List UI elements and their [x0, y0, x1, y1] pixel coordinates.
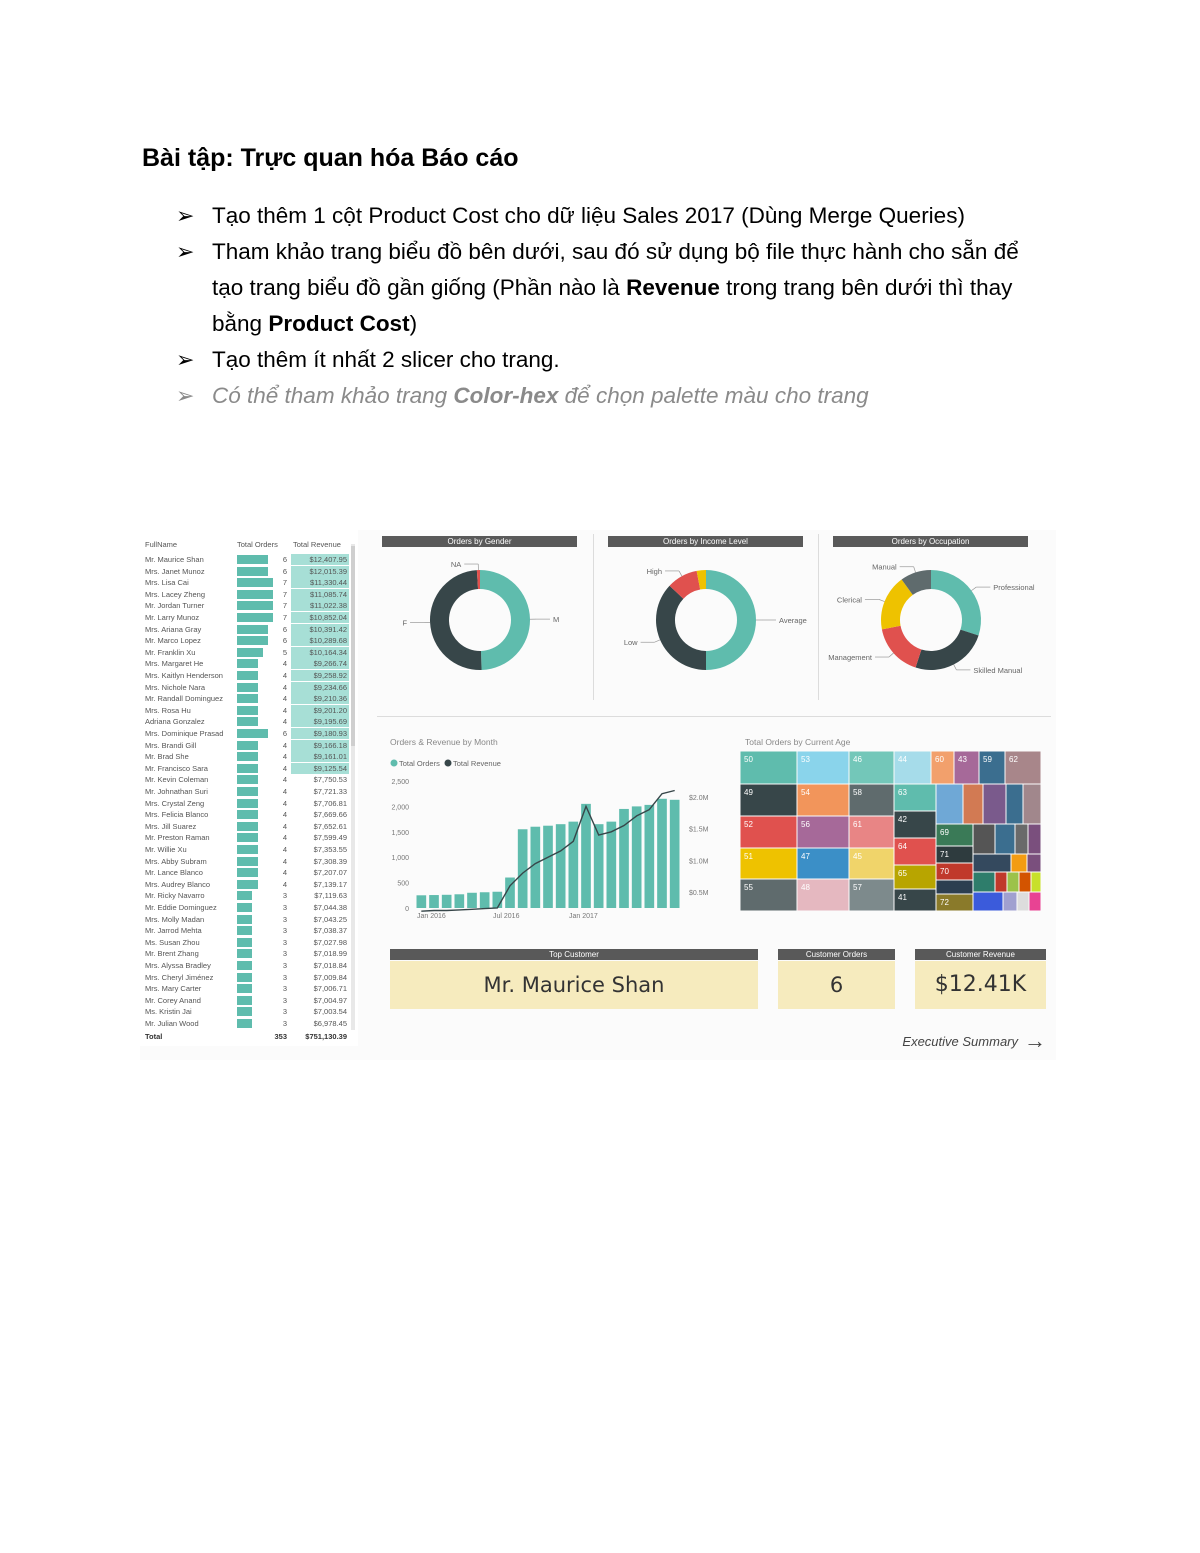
treemap-label: 44	[898, 755, 907, 764]
row-orders: 3	[282, 984, 287, 994]
row-name: Mrs. Kaitlyn Henderson	[145, 671, 223, 680]
row-revenue: $10,391.42	[291, 624, 349, 635]
row-name: Mrs. Felicia Blanco	[145, 810, 209, 820]
orders-bar[interactable]	[556, 824, 566, 908]
treemap-label: 52	[744, 820, 753, 829]
row-revenue: $11,022.38	[291, 600, 349, 611]
treemap-label: 63	[898, 788, 907, 797]
row-name: Mr. Willie Xu	[145, 845, 187, 854]
arrow-bullet-icon: ➢	[176, 383, 195, 408]
treemap-cell[interactable]	[996, 825, 1015, 854]
list-item	[176, 378, 1056, 414]
treemap-label: 41	[898, 893, 907, 902]
row-orders: 3	[282, 914, 287, 924]
slice-label: Clerical	[836, 595, 862, 605]
treemap-cell[interactable]	[1004, 893, 1017, 911]
slice-label: Average	[779, 616, 807, 625]
treemap-cell[interactable]	[964, 785, 983, 824]
orders-revenue-chart	[385, 735, 725, 935]
row-revenue: $6,978.45	[313, 1019, 347, 1028]
row-name: Mrs. Dominique Prasad	[145, 729, 224, 738]
row-revenue: $7,721.33	[313, 787, 347, 796]
row-name: Mr. Corey Anand	[145, 995, 201, 1005]
row-name: Mr. Preston Raman	[145, 833, 210, 843]
row-orders: 4	[282, 868, 287, 878]
bullet-text: để chọn palette màu cho trang	[558, 383, 869, 408]
row-orders: 5	[282, 647, 287, 657]
page-title: Bài tập: Trực quan hóa Báo cáo	[142, 144, 519, 172]
row-name: Mr. Julian Wood	[145, 1019, 199, 1028]
row-name: Mr. Francisco Sara	[145, 763, 208, 773]
row-name: Ms. Kristin Jai	[145, 1007, 192, 1017]
leader-line	[679, 571, 682, 576]
y-tick-label: 0	[405, 906, 409, 913]
treemap-label: 59	[983, 755, 992, 764]
instruction-list	[176, 198, 1056, 414]
row-name: Mr. Eddie Dominguez	[145, 903, 217, 912]
row-name: Mr. Kevin Coleman	[145, 775, 209, 785]
row-name: Mrs. Mary Carter	[145, 984, 202, 994]
slice-label: Manual	[872, 562, 897, 572]
row-revenue: $9,266.74	[291, 658, 349, 669]
row-name: Mr. Brent Zhang	[145, 949, 199, 959]
treemap-label: 56	[801, 820, 810, 829]
row-name: Mrs. Margaret He	[145, 659, 204, 669]
legend-revenue-swatch	[445, 760, 452, 767]
treemap-cell[interactable]	[1020, 873, 1031, 892]
bold-term: Revenue	[626, 275, 720, 300]
row-orders: 3	[282, 961, 287, 970]
treemap-cell[interactable]	[1016, 825, 1028, 854]
row-orders: 6	[282, 636, 287, 646]
legend-orders-swatch	[391, 760, 398, 767]
treemap-label: 47	[801, 852, 810, 861]
row-orders: 6	[282, 729, 287, 738]
top-customer-value: Mr. Maurice Shan	[390, 961, 758, 1009]
leader-line	[971, 587, 976, 591]
col-header-fullname[interactable]: FullName	[145, 540, 178, 549]
y2-tick-label: $1.5M	[689, 826, 709, 834]
treemap-label: 65	[898, 869, 907, 878]
slice-label: Skilled Manual	[973, 665, 1023, 675]
row-name: Mrs. Alyssa Bradley	[145, 961, 211, 970]
row-revenue: $7,018.99	[313, 949, 347, 959]
row-orders: 4	[282, 740, 287, 750]
row-revenue: $7,119.63	[314, 891, 347, 901]
slice-label: NA	[450, 560, 462, 570]
row-orders: 3	[282, 926, 287, 936]
row-orders: 4	[282, 705, 287, 715]
row-revenue: $9,161.01	[291, 751, 349, 762]
dashboard-image	[140, 530, 1056, 1060]
row-orders: 3	[282, 903, 287, 912]
slice-label: High	[646, 566, 663, 576]
row-orders: 3	[282, 1007, 287, 1017]
arrow-bullet-icon: ➢	[176, 239, 195, 264]
row-revenue: $7,652.61	[313, 821, 347, 831]
row-revenue: $7,003.54	[313, 1007, 347, 1017]
legend-orders-label[interactable]: Total Orders	[399, 759, 440, 768]
y2-tick-label: $1.0M	[689, 858, 709, 866]
row-revenue: $7,750.53	[313, 775, 347, 785]
treemap-label: 45	[853, 852, 862, 861]
top-customer-title: Top Customer	[390, 949, 758, 960]
orders-bar[interactable]	[543, 826, 553, 908]
row-orders: 4	[282, 810, 287, 820]
row-orders: 3	[282, 1019, 287, 1028]
row-name: Mr. Maurice Shan	[145, 555, 204, 564]
treemap-cell[interactable]	[984, 785, 1006, 824]
row-orders: 7	[282, 589, 287, 599]
donut-slice[interactable]	[706, 570, 756, 670]
row-name: Mr. Franklin Xu	[145, 647, 196, 657]
orders-bar[interactable]	[645, 805, 655, 908]
y-tick-label: 2,500	[391, 779, 409, 786]
donut-slice[interactable]	[882, 626, 922, 668]
row-revenue: $10,852.04	[291, 612, 349, 623]
slice-label: Management	[828, 653, 872, 663]
row-revenue: $11,085.74	[291, 589, 349, 600]
occupation-panel-title: Orders by Occupation	[833, 536, 1028, 547]
row-orders: 4	[282, 833, 287, 843]
treemap-label: 49	[744, 788, 753, 797]
row-revenue: $9,195.69	[291, 716, 349, 727]
orders-bar[interactable]	[607, 822, 617, 908]
row-orders: 7	[282, 613, 287, 622]
row-orders: 4	[282, 787, 287, 796]
legend-revenue-label[interactable]: Total Revenue	[453, 759, 501, 768]
slice-label: Low	[623, 638, 638, 648]
row-name: Mrs. Rosa Hu	[145, 705, 191, 715]
row-revenue: $9,210.36	[291, 693, 349, 704]
customer-revenue-title: Customer Revenue	[915, 949, 1046, 960]
x-tick-label: Jul 2016	[493, 913, 520, 920]
row-name: Mrs. Lacey Zheng	[145, 589, 206, 599]
list-item	[176, 342, 1056, 378]
bullet-text: Tạo thêm 1 cột Product Cost cho dữ liệu Sales 2017 (Dùng Merge Queries)	[212, 203, 965, 228]
row-name: Mr. Jarrod Mehta	[145, 926, 202, 936]
treemap-label: 64	[898, 842, 907, 851]
slice-label: Professional	[993, 583, 1035, 593]
bold-term: Product Cost	[268, 311, 410, 336]
total-label: Total	[145, 1032, 163, 1041]
x-tick-label: Jan 2017	[569, 913, 598, 920]
bullet-text: trong trang bên dưới thì thay bằng	[212, 275, 1013, 336]
total-orders: 353	[274, 1032, 287, 1041]
row-orders: 4	[282, 694, 287, 704]
row-orders: 4	[282, 763, 287, 773]
row-name: Mrs. Nichole Nara	[145, 682, 206, 692]
row-revenue: $7,044.38	[313, 903, 347, 912]
row-revenue: $7,207.07	[313, 868, 347, 878]
row-name: Mrs. Brandi Gill	[145, 740, 197, 750]
treemap-label: 46	[853, 755, 862, 764]
row-orders: 4	[282, 798, 287, 808]
treemap-label: 71	[940, 850, 949, 859]
gender-panel-title: Orders by Gender	[382, 536, 577, 547]
row-orders: 3	[282, 937, 287, 947]
row-orders: 6	[282, 566, 287, 576]
treemap-title: Total Orders by Current Age	[745, 737, 851, 747]
orders-bar[interactable]	[670, 800, 680, 908]
row-revenue: $7,006.71	[313, 984, 347, 994]
treemap-cell[interactable]	[974, 855, 1011, 872]
row-revenue: $7,018.84	[313, 961, 347, 970]
donut-slice[interactable]	[656, 586, 706, 670]
y2-tick-label: $0.5M	[689, 890, 709, 898]
row-orders: 3	[282, 995, 287, 1005]
treemap-label: 57	[853, 883, 862, 892]
row-name: Mr. Ricky Navarro	[145, 891, 205, 901]
row-name: Mr. Brad She	[145, 752, 189, 762]
treemap-label: 69	[940, 828, 949, 837]
row-name: Mr. Johnathan Suri	[145, 787, 208, 796]
income-panel-title: Orders by Income Level	[608, 536, 803, 547]
row-orders: 4	[282, 845, 287, 854]
row-orders: 4	[282, 659, 287, 669]
orders-bar[interactable]	[518, 829, 528, 908]
orders-bar[interactable]	[480, 892, 490, 908]
row-name: Mrs. Jill Suarez	[145, 821, 197, 831]
bullet-text: Tham khảo trang biểu đồ bên dưới, sau đó sử dụng bộ file thực hành cho sẵn để tạo trang biểu đồ gần giống (Phần nào là	[212, 239, 1019, 300]
treemap-label: 42	[898, 815, 907, 824]
orders-bar[interactable]	[569, 822, 579, 908]
row-orders: 3	[282, 972, 287, 982]
row-name: Mrs. Crystal Zeng	[145, 798, 205, 808]
treemap-cell[interactable]	[1032, 873, 1041, 892]
treemap-label: 72	[940, 898, 949, 907]
slice-label: F	[402, 618, 408, 628]
treemap-cell[interactable]	[996, 873, 1007, 892]
bullet-text: Có thể tham khảo trang	[212, 383, 454, 408]
y2-tick-label: $2.0M	[689, 794, 709, 802]
row-revenue: $7,004.97	[313, 995, 347, 1005]
row-revenue: $9,125.54	[291, 763, 349, 774]
treemap-cell[interactable]	[1030, 893, 1041, 911]
row-revenue: $10,164.34	[291, 647, 349, 658]
row-orders: 3	[282, 949, 287, 959]
row-revenue: $7,027.98	[313, 937, 347, 947]
row-name: Mrs. Lisa Cai	[145, 578, 189, 588]
row-orders: 4	[282, 671, 287, 680]
orders-bar[interactable]	[594, 824, 604, 908]
row-revenue: $11,330.44	[291, 577, 349, 588]
customer-orders-title: Customer Orders	[778, 949, 895, 960]
row-name: Mrs. Ariana Gray	[145, 624, 202, 634]
leader-line	[954, 665, 957, 670]
y-tick-label: 500	[397, 880, 409, 888]
row-revenue: $7,308.39	[313, 856, 347, 866]
treemap-cell[interactable]	[1029, 825, 1041, 854]
leader-line	[914, 567, 916, 573]
row-name: Adriana Gonzalez	[145, 717, 205, 727]
arrow-bullet-icon: ➢	[176, 203, 195, 228]
row-orders: 6	[282, 624, 287, 634]
donut-slice[interactable]	[430, 570, 482, 670]
row-revenue: $10,289.68	[291, 635, 349, 646]
treemap-cell[interactable]	[1012, 855, 1027, 872]
row-name: Mr. Jordan Turner	[145, 601, 205, 611]
row-orders: 4	[282, 682, 287, 692]
orders-bar[interactable]	[531, 827, 541, 908]
y-tick-label: 2,000	[391, 804, 409, 812]
executive-summary-link[interactable]	[902, 1028, 1046, 1054]
donut-slice[interactable]	[931, 570, 981, 635]
row-orders: 4	[282, 856, 287, 866]
row-revenue: $7,043.25	[313, 914, 347, 924]
slice-label: M	[552, 615, 560, 625]
orders-bar[interactable]	[581, 804, 591, 908]
treemap-label: 48	[801, 883, 810, 892]
row-name: Mr. Lance Blanco	[145, 868, 203, 878]
treemap-cell[interactable]	[1008, 873, 1019, 892]
row-revenue: $7,669.66	[313, 810, 347, 820]
row-name: Mrs. Janet Munoz	[145, 566, 205, 576]
treemap-label: 51	[744, 852, 753, 861]
treemap-label: 54	[801, 788, 810, 797]
y-tick-label: 1,000	[391, 855, 409, 863]
donut-slice[interactable]	[916, 630, 979, 670]
row-orders: 4	[282, 775, 287, 785]
row-revenue: $9,180.93	[291, 728, 349, 739]
row-revenue: $12,407.95	[291, 554, 349, 565]
row-revenue: $12,015.39	[291, 566, 349, 577]
customer-orders-value: 6	[778, 961, 895, 1009]
total-revenue: $751,130.39	[305, 1032, 347, 1041]
row-revenue: $7,353.55	[313, 845, 347, 854]
row-name: Mr. Randall Dominguez	[145, 694, 223, 704]
orders-bar[interactable]	[429, 895, 439, 908]
treemap-cell[interactable]	[1028, 855, 1041, 872]
leader-line	[879, 599, 885, 601]
treemap-label: 62	[1009, 755, 1018, 764]
arrow-right-icon: →	[1024, 1028, 1046, 1053]
treemap-label: 60	[935, 755, 944, 764]
y-tick-label: 1,500	[391, 829, 409, 837]
customer-revenue-value: $12.41K	[915, 961, 1046, 1009]
list-item	[176, 234, 1056, 342]
row-orders: 4	[282, 717, 287, 727]
orders-bar[interactable]	[493, 892, 503, 908]
col-header-total-orders[interactable]: Total Orders	[237, 540, 278, 549]
age-treemap	[740, 735, 1050, 917]
treemap-label: 53	[801, 755, 810, 764]
row-name: Ms. Susan Zhou	[145, 937, 200, 947]
orders-bar[interactable]	[442, 895, 452, 908]
orders-bar[interactable]	[455, 894, 465, 908]
treemap-label: 55	[744, 883, 753, 892]
row-revenue: $7,009.84	[313, 972, 347, 982]
treemap-cell[interactable]	[937, 785, 963, 824]
treemap-cell[interactable]	[974, 825, 995, 854]
row-orders: 7	[282, 578, 287, 588]
donut-slice[interactable]	[480, 570, 530, 670]
bullet-text: )	[409, 311, 418, 336]
row-revenue: $9,166.18	[291, 740, 349, 751]
row-revenue: $7,038.37	[313, 926, 347, 936]
x-tick-label: Jan 2016	[417, 913, 446, 920]
treemap-cell[interactable]	[974, 873, 995, 892]
leader-line	[655, 640, 661, 642]
orders-bar[interactable]	[632, 806, 642, 908]
treemap-label: 58	[853, 788, 862, 797]
orders-bar[interactable]	[417, 895, 427, 908]
bullet-text: Tạo thêm ít nhất 2 slicer cho trang.	[212, 347, 560, 372]
bold-term: Color-hex	[453, 383, 559, 408]
row-name: Mr. Marco Lopez	[145, 636, 201, 646]
orders-bar[interactable]	[467, 893, 477, 908]
row-orders: 4	[282, 821, 287, 831]
row-revenue: $7,599.49	[313, 833, 347, 843]
row-orders: 4	[282, 879, 287, 889]
treemap-label: 70	[940, 867, 949, 876]
row-orders: 3	[282, 891, 287, 901]
row-orders: 6	[282, 555, 287, 564]
row-revenue: $7,139.17	[313, 879, 347, 889]
treemap-label: 61	[853, 820, 862, 829]
row-orders: 7	[282, 601, 287, 611]
row-name: Mrs. Audrey Blanco	[145, 879, 211, 889]
leader-line	[889, 653, 894, 657]
chart-title: Orders & Revenue by Month	[390, 737, 498, 747]
treemap-label: 43	[958, 755, 967, 764]
row-revenue: $9,258.92	[291, 670, 349, 681]
orders-bar[interactable]	[657, 799, 667, 908]
row-revenue: $7,706.81	[313, 798, 347, 808]
row-name: Mrs. Cheryl Jiménez	[145, 972, 214, 982]
row-revenue: $9,201.20	[291, 705, 349, 716]
list-item	[176, 198, 1056, 234]
row-name: Mr. Larry Munoz	[145, 613, 200, 622]
row-orders: 4	[282, 752, 287, 762]
row-revenue: $9,234.66	[291, 682, 349, 693]
executive-summary-label: Executive Summary	[902, 1034, 1018, 1049]
treemap-cell[interactable]	[937, 881, 973, 894]
row-name: Mrs. Abby Subram	[145, 856, 207, 866]
treemap-cell[interactable]	[1018, 893, 1029, 911]
row-name: Mrs. Molly Madan	[145, 914, 205, 924]
treemap-label: 50	[744, 755, 753, 764]
treemap-cell[interactable]	[1007, 785, 1023, 824]
treemap-cell[interactable]	[974, 893, 1003, 911]
treemap-cell[interactable]	[1024, 785, 1041, 824]
col-header-total-revenue[interactable]: Total Revenue	[293, 540, 341, 549]
arrow-bullet-icon: ➢	[176, 347, 195, 372]
